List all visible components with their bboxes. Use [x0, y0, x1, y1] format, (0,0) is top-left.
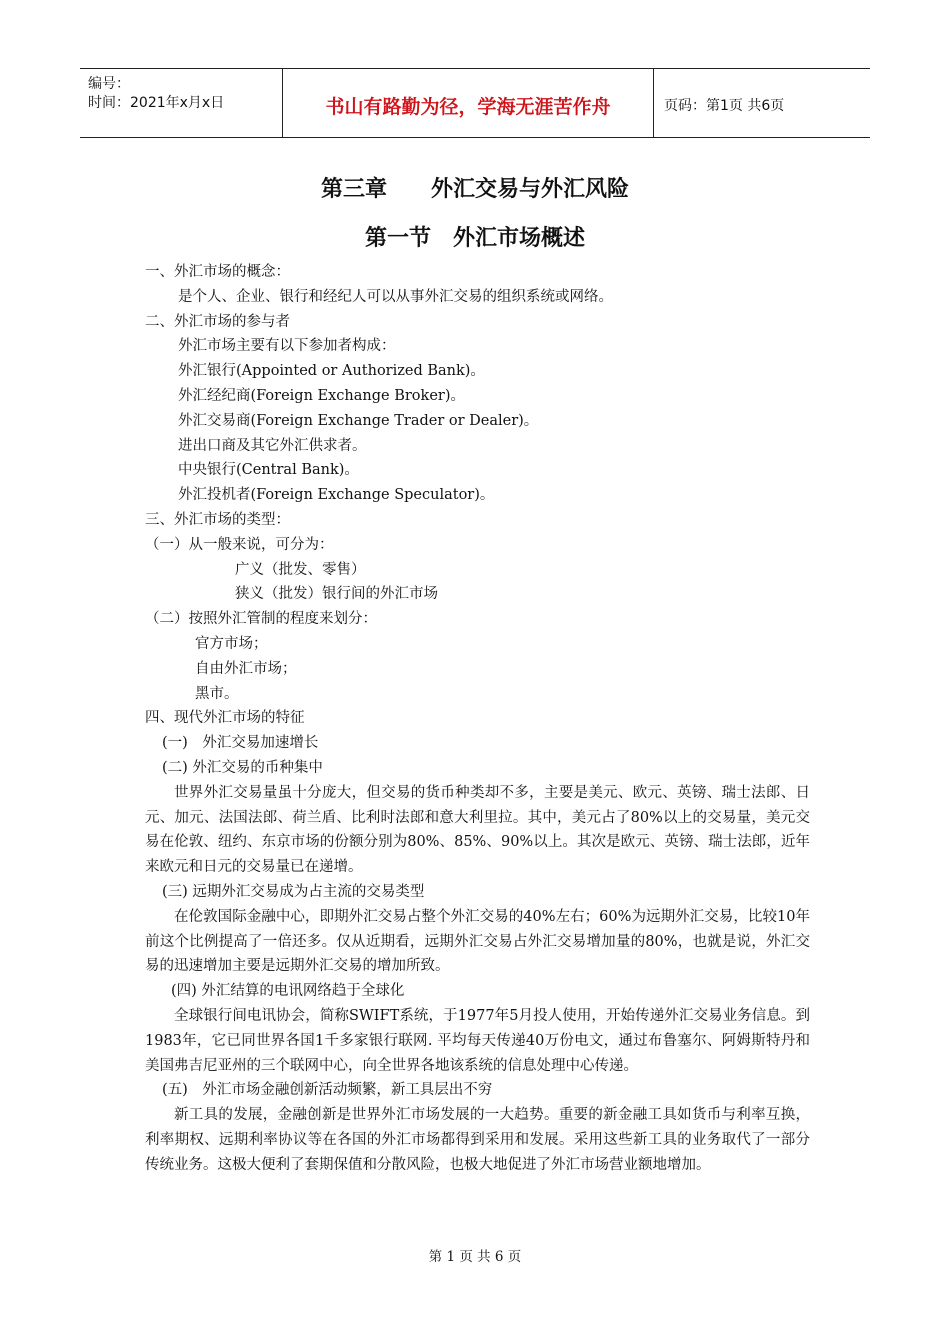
participants-intro: 外汇市场主要有以下参加者构成：	[178, 338, 396, 355]
feature-heading: (三) 远期外汇交易成为占主流的交易类型	[162, 883, 425, 900]
feature-heading: (四) 外汇结算的电讯网络趋于全球化	[171, 983, 405, 1000]
page-header	[80, 68, 870, 138]
type-item: 官方市场；	[195, 635, 268, 652]
section-title: 第一节 外汇市场概述	[364, 226, 585, 251]
participant-item: 中央银行(Central Bank)。	[178, 462, 359, 479]
header-page-cell	[654, 69, 870, 137]
participant-item: 外汇经纪商(Foreign Exchange Broker)。	[178, 387, 465, 404]
heading-participants: 二、外汇市场的参与者	[145, 313, 290, 330]
heading-concept: 一、外汇市场的概念：	[145, 264, 290, 280]
type-item: 狭义（批发）银行间的外汇市场	[235, 586, 438, 603]
paragraph: 世界外汇交易量虽十分庞大，但交易的货币种类却不多，主要是美元、欧元、英镑、瑞士法郎、日元、加元、法国法郎、荷兰盾、比利时法郎和意大利里拉。其中，美元占了80%以上的交易量，美元交易在伦敦、纽约、东京市场的份额分别为80%、85%、90%以上。其次是欧元、英镑、瑞士法郎，近年来欧元和日元的交易量已在递增。	[145, 784, 810, 876]
page-footer: 第 1 页 共 6 页	[428, 1249, 522, 1265]
chapter-title: 第三章 外汇交易与外汇风险	[320, 177, 629, 202]
subheading-control: （二）按照外汇管制的程度来划分：	[145, 611, 377, 628]
feature-heading: (五) 外汇市场金融创新活动频繁，新工具层出不穷	[162, 1082, 493, 1099]
date-label: 时间：2021年x月x日	[88, 95, 225, 111]
concept-definition: 是个人、企业、银行和经纪人可以从事外汇交易的组织系统或网络。	[178, 288, 613, 305]
paragraph: 新工具的发展，金融创新是世界外汇市场发展的一大趋势。重要的新金融工具如货币与利率互换，利率期权、远期利率协议等在各国的外汇市场都得到采用和发展。采用这些新工具的业务取代了一部分传统业务。这极大便利了套期保值和分散风险，也极大地促进了外汇市场营业额地增加。	[145, 1107, 810, 1173]
subheading-general: （一）从一般来说，可分为：	[145, 536, 334, 553]
paragraph: 全球银行间电讯协会，简称SWIFT系统，于1977年5月投人使用，开始传递外汇交易业务信息。到1983年，它已同世界各国1千多家银行联网. 平均每天传递40万份电文，通过布鲁塞尔、阿姆斯特丹和美国弗吉尼亚州的三个联网中心，向全世界各地该系统的信息处理中心传递。	[145, 1007, 810, 1074]
type-item: 广义（批发、零售）	[235, 561, 366, 578]
motto: 书山有路勤为径，学海无涯苦作舟	[325, 96, 611, 118]
page-info: 页码：第1页 共6页	[664, 98, 785, 114]
heading-features: 四、现代外汇市场的特征	[145, 710, 305, 727]
participant-item: 外汇投机者(Foreign Exchange Speculator)。	[178, 487, 495, 504]
feature-heading: (二) 外汇交易的币种集中	[162, 759, 323, 776]
paragraph: 在伦敦国际金融中心，即期外汇交易占整个外汇交易的40%左右；60%为远期外汇交易，比较10年前这个比例提高了一倍还多。仅从近期看，远期外汇交易占外汇交易增加量的80%，也就是说，外汇交易的迅速增加主要是远期外汇交易的增加所致。	[145, 908, 810, 975]
header-motto-cell	[283, 69, 654, 137]
document-body	[145, 260, 810, 1177]
heading-types: 三、外汇市场的类型：	[145, 511, 290, 528]
header-meta-cell	[80, 69, 283, 137]
participant-item: 外汇交易商(Foreign Exchange Trader or Dealer)。	[178, 412, 539, 429]
participant-item: 进出口商及其它外汇供求者。	[178, 437, 367, 454]
participant-item: 外汇银行(Appointed or Authorized Bank)。	[178, 363, 485, 380]
serial-number-label: 编号：	[88, 76, 130, 92]
type-item: 自由外汇市场；	[195, 660, 297, 677]
type-item: 黑市。	[195, 685, 239, 702]
feature-heading: (一) 外汇交易加速增长	[162, 735, 319, 752]
